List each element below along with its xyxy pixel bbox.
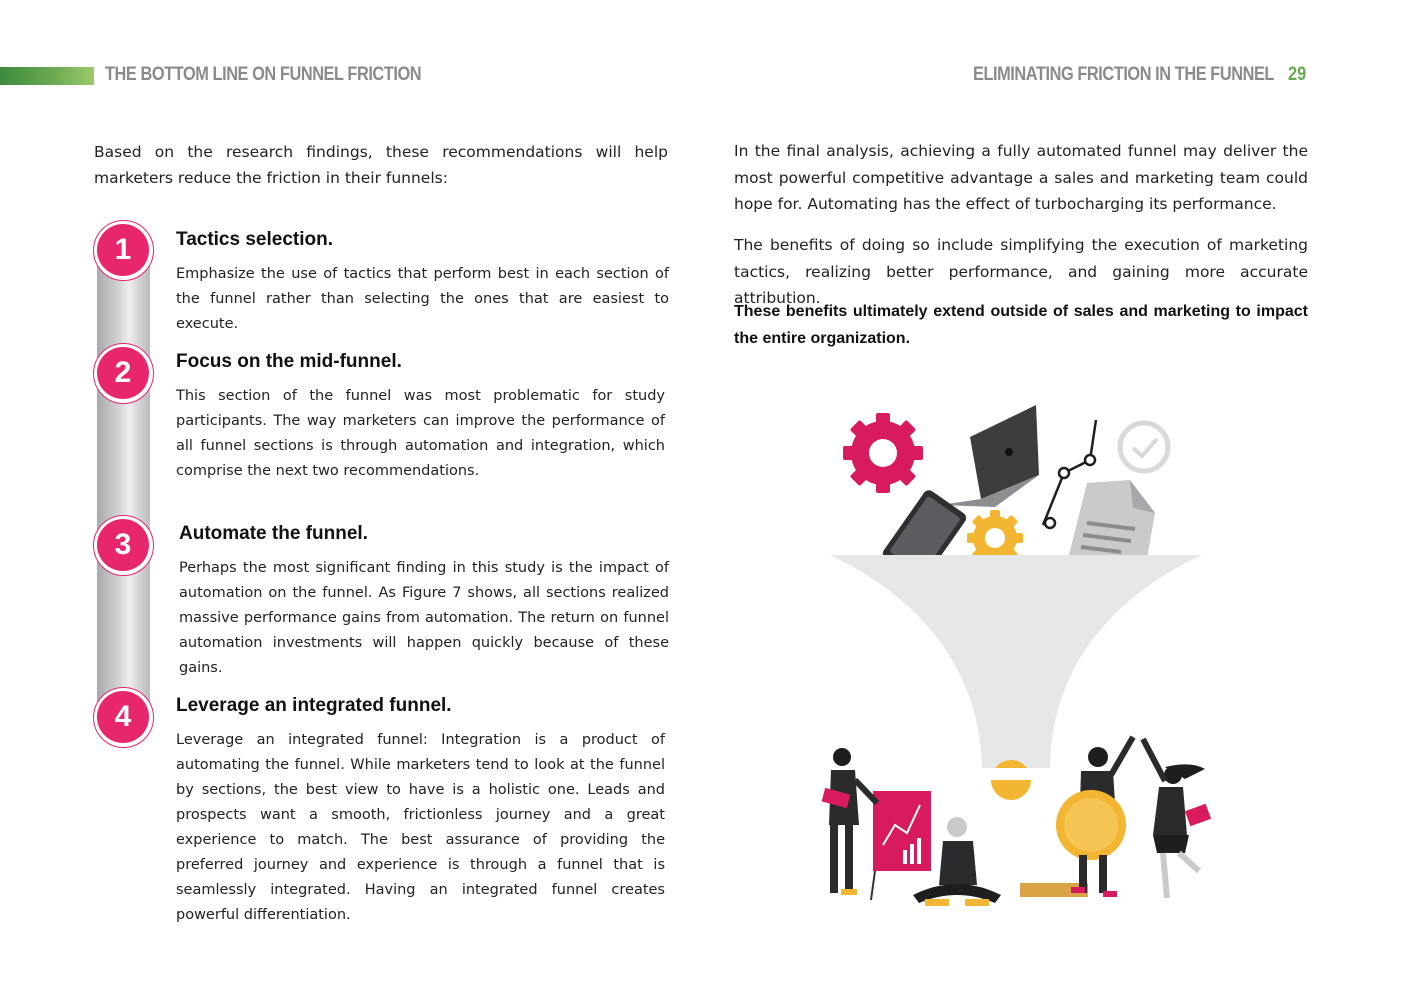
woman-celebrating-icon (1143, 739, 1211, 898)
step-number: 3 (97, 519, 149, 571)
step-badge-2 (93, 343, 154, 404)
recommendation-title: Tactics selection. (176, 229, 333, 250)
section-title: THE BOTTOM LINE ON FUNNEL FRICTION (105, 64, 422, 85)
recommendation-body: Perhaps the most significant finding in this study is the impact of automation on the funnel. As Figure 7 shows, all sections realized massive performance gains from automation. The return on funnel automation investments will happen quickly because of these gains. (179, 560, 669, 676)
step-badge-1 (93, 220, 154, 281)
step-number: 1 (97, 224, 149, 276)
recommendation-body: Emphasize the use of tactics that perform best in each section of the funnel rather than selecting the ones that are easiest to execute. (176, 266, 669, 332)
step-badge-4 (93, 687, 154, 748)
woman-presenter-icon (822, 748, 877, 895)
header-accent-bar (0, 67, 94, 85)
gear-icon (843, 413, 923, 493)
benefits-paragraph: The benefits of doing so include simplifying the execution of marketing tactics, realizing better performance, and gaining more accurate attribution. (734, 236, 1308, 307)
presentation-board-icon (871, 791, 931, 900)
page-number: 29 (1288, 64, 1307, 85)
funnel-shape (830, 555, 1202, 768)
man-with-coin-icon (1056, 737, 1133, 897)
step-number: 2 (97, 347, 149, 399)
step-number: 4 (97, 691, 149, 743)
recommendation-title: Automate the funnel. (179, 523, 368, 544)
recommendation-title: Focus on the mid-funnel. (176, 351, 402, 372)
recommendation-body: This section of the funnel was most problematic for study participants. The way marketers can improve the performance of all funnel sections is through automation and integration, which comprise the next two recommendations. (176, 388, 665, 479)
steps-rail (97, 250, 150, 720)
impact-paragraph: These benefits ultimately extend outside of sales and marketing to impact the entire organization. (734, 303, 1308, 347)
check-clock-icon (1120, 423, 1168, 471)
analysis-paragraph: In the final analysis, achieving a fully automated funnel may deliver the most powerful competitive advantage a sales and marketing team could hope for. Automating has the effect of turbocharging its performance. (734, 142, 1308, 213)
recommendation-body: Leverage an integrated funnel: Integration is a product of automating the funnel. While marketers tend to look at the funnel by sections, the best view to have is a holistic one. Leads and prospects want a smooth, frictionless journey and a great experience to match. The best assurance of providing the preferred journey and experience is through a funnel that is seamlessly integrated. Having an integrated funnel creates powerful differentiation. (176, 732, 665, 923)
step-badge-3 (93, 515, 154, 576)
funnel-illustration (815, 395, 1215, 910)
chapter-title: ELIMINATING FRICTION IN THE FUNNEL (973, 64, 1274, 85)
recommendation-title: Leverage an integrated funnel. (176, 695, 452, 716)
laptop-icon (940, 405, 1039, 507)
intro-paragraph: Based on the research findings, these recommendations will help marketers reduce the friction in their funnels: (94, 143, 668, 187)
